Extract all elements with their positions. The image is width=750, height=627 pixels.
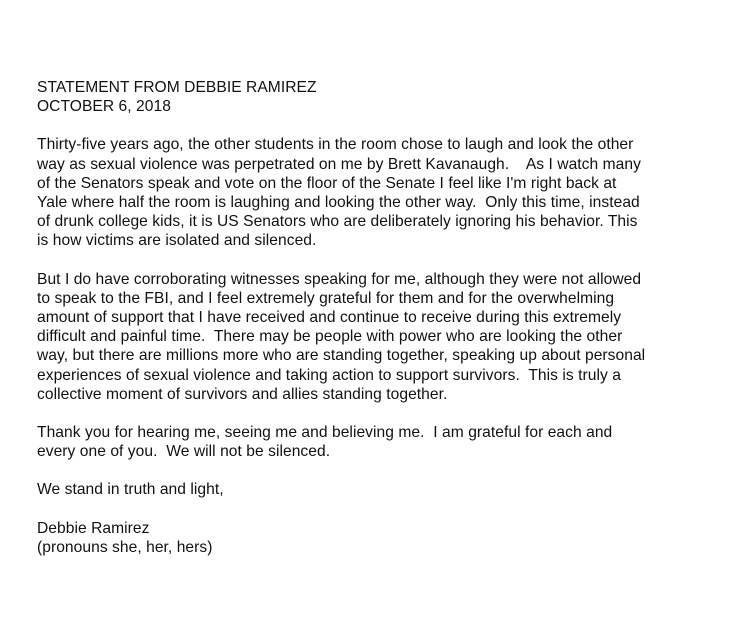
paragraph-line: of drunk college kids, it is US Senators who are deliberately ignoring his behavior. This [37,213,638,231]
paragraph-spacer [37,251,727,270]
closing-line: We stand in truth and light, [37,481,224,499]
paragraph-line: But I do have corroborating witnesses speaking for me, although they were not allowed [37,270,642,288]
statement-heading [37,78,727,116]
paragraph-spacer [37,404,727,423]
paragraph-line: difficult and painful time. There may be people with power who are looking the other [37,328,623,346]
paragraph-line: way, but there are millions more who are standing together, speaking up about personal [37,347,646,365]
paragraph-line: Thirty-five years ago, the other students in the room chose to laugh and look the other [37,136,634,154]
signature-name: Debbie Ramirez [37,519,150,537]
paragraph-line: experiences of sexual violence and taking action to support survivors. This is truly a [37,366,621,384]
paragraph-line: is how victims are isolated and silenced. [37,232,317,250]
paragraph-3 [37,423,727,461]
paragraph-1 [37,135,727,250]
paragraph-spacer [37,116,727,135]
statement-date: OCTOBER 6, 2018 [37,98,171,116]
statement-title: STATEMENT FROM DEBBIE RAMIREZ [37,79,317,96]
closing [37,480,727,499]
paragraph-line: amount of support that I have received and continue to receive during this extremely [37,309,622,327]
paragraph-line: way as sexual violence was perpetrated on me by Brett Kavanaugh. As I watch many [37,155,641,173]
paragraph-line: Thank you for hearing me, seeing me and believing me. I am grateful for each and [37,424,613,442]
signature-block [37,519,727,557]
paragraph-2 [37,270,727,404]
paragraph-line: collective moment of survivors and allies standing together. [37,385,448,403]
signature-pronouns: (pronouns she, her, hers) [37,538,213,556]
paragraph-line: every one of you. We will not be silenced. [37,443,331,461]
paragraph-spacer [37,500,727,519]
statement-document [37,78,727,557]
paragraph-line: to speak to the FBI, and I feel extremely grateful for them and for the overwhelming [37,289,615,307]
paragraph-spacer [37,461,727,480]
paragraph-line: of the Senators speak and vote on the floor of the Senate I feel like I'm right back at [37,174,617,192]
paragraph-line: Yale where half the room is laughing and looking the other way. Only this time, instead [37,194,640,212]
